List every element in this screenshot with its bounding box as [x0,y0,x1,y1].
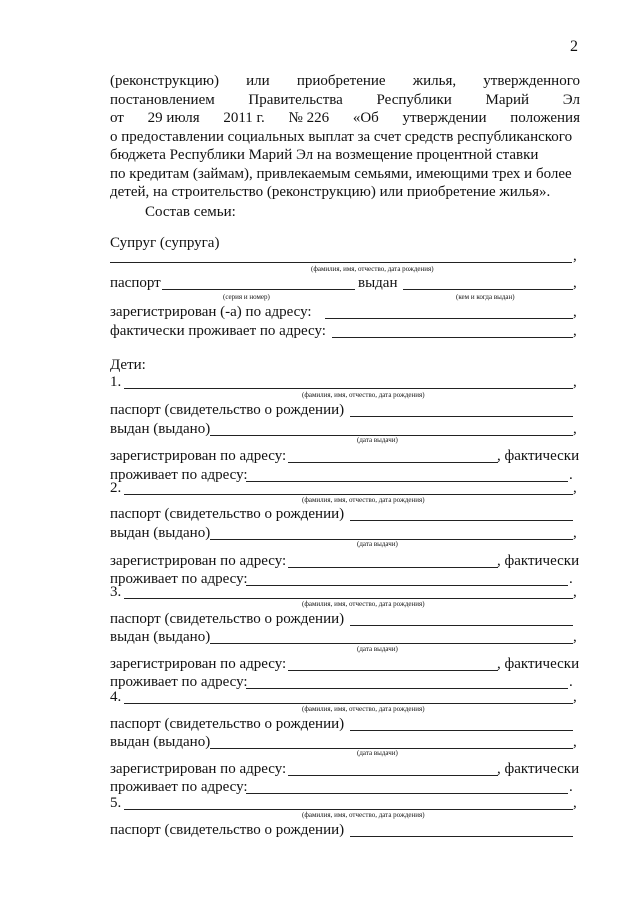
comma: , [573,689,577,705]
child-3-issued-row [110,628,580,648]
period: . [569,467,573,483]
child-4-passport-field[interactable] [350,730,573,731]
series-caption: (серия и номер) [223,293,270,301]
child-5-passport-field[interactable] [350,836,573,837]
word: 29 июля [147,110,200,126]
child-5-name-caption: (фамилия, имя, отчество, дата рождения) [302,811,425,819]
comma: , [573,421,577,437]
actually-label: , фактически [497,656,580,672]
issued-label: выдан [358,275,398,291]
period: . [569,674,573,690]
lives-label: проживает по адресу: [110,674,248,690]
child-4-date-caption: (дата выдачи) [357,749,398,757]
child-3-passport-field[interactable] [350,625,573,626]
child-1-passport-row [110,401,580,421]
child-1-passport-field[interactable] [350,416,573,417]
child-5-name-field[interactable] [124,809,573,810]
word: жилья, [412,73,457,89]
family-heading: Состав семьи: [145,204,236,220]
word: постановлением [110,91,215,108]
child-5-passport-row [110,821,580,841]
comma: , [573,480,577,496]
page-number: 2 [570,38,578,55]
intro-line-4: о предоставлении социальных выплат за счет средств республиканского [110,128,573,145]
comma: , [573,629,577,645]
spouse-issuer-field[interactable] [403,289,573,290]
child-number: 3. [110,584,122,600]
spouse-passport-row [110,274,580,294]
child-1-issued-row [110,420,580,440]
comma: , [573,304,577,320]
child-3-name-field[interactable] [124,598,573,599]
actually-label: , фактически [497,761,580,777]
issued-label: выдан (выдано) [110,629,211,645]
children-heading: Дети: [110,357,146,373]
child-3-registered-row [110,655,580,675]
word: приобретение [296,73,386,89]
word: положения [510,110,580,126]
child-2-name-field[interactable] [124,494,573,495]
spouse-name-field[interactable] [110,262,572,263]
spouse-actual-field[interactable] [332,337,573,338]
child-2-passport-field[interactable] [350,520,573,521]
spouse-registered-row [110,303,580,323]
issued-label: выдан (выдано) [110,734,211,750]
child-1-registered-row [110,447,580,467]
registered-label: зарегистрирован по адресу: [110,448,287,464]
spouse-registered-field[interactable] [325,318,573,319]
lives-label: проживает по адресу: [110,571,248,587]
intro-line-2 [110,91,580,110]
word: от [110,110,124,126]
spouse-actual-row [110,322,580,342]
child-2-passport-row [110,505,580,525]
child-1-date-caption: (дата выдачи) [357,436,398,444]
intro-paragraph [110,72,580,202]
child-3-passport-row [110,610,580,630]
comma: , [573,525,577,541]
comma: , [573,584,577,600]
intro-line-1 [110,72,580,91]
comma: , [573,374,577,390]
spouse-passport-field[interactable] [162,289,355,290]
lives-label: проживает по адресу: [110,467,248,483]
word: утвержденного [483,73,580,89]
intro-line-6: по кредитам (займам), привлекаемым семьями, имеющими трех и более [110,165,572,182]
child-1-name-field[interactable] [124,388,573,389]
intro-line-3 [110,109,580,128]
registered-label: зарегистрирован по адресу: [110,761,287,777]
word: № 226 [288,110,330,126]
word: или [246,73,270,89]
registered-label: зарегистрирован (-а) по адресу: [110,304,312,320]
lives-label: проживает по адресу: [110,779,248,795]
child-4-registered-field[interactable] [288,775,498,776]
comma: , [573,734,577,750]
child-number: 5. [110,795,122,811]
issued-label: выдан (выдано) [110,525,211,541]
registered-label: зарегистрирован по адресу: [110,656,287,672]
child-2-issued-row [110,524,580,544]
child-4-registered-row [110,760,580,780]
comma: , [573,275,577,291]
comma: , [573,795,577,811]
child-number: 2. [110,480,122,496]
issuer-caption: (кем и когда выдан) [456,293,515,301]
word: Эл [562,91,580,108]
child-4-passport-row [110,715,580,735]
word: 2011 г. [223,110,265,126]
word: (реконструкцию) [110,73,219,89]
registered-label: зарегистрирован по адресу: [110,553,287,569]
child-1-name-row [110,373,580,393]
period: . [569,779,573,795]
actual-label: фактически проживает по адресу: [110,323,326,339]
spouse-name-row [110,247,580,267]
passport-label: паспорт (свидетельство о рождении) [110,506,345,522]
spouse-name-caption: (фамилия, имя, отчество, дата рождения) [311,265,434,273]
child-3-date-caption: (дата выдачи) [357,645,398,653]
child-4-name-field[interactable] [124,703,573,704]
passport-label: паспорт (свидетельство о рождении) [110,822,345,838]
child-4-issued-row [110,733,580,753]
intro-line-7: детей, на строительство (реконструкцию) или приобретение жилья». [110,184,551,200]
child-3-name-caption: (фамилия, имя, отчество, дата рождения) [302,600,425,608]
word: утверждении [402,110,487,126]
passport-label: паспорт (свидетельство о рождении) [110,611,345,627]
passport-label: паспорт (свидетельство о рождении) [110,716,345,732]
child-2-registered-row [110,552,580,572]
child-2-date-caption: (дата выдачи) [357,540,398,548]
issued-label: выдан (выдано) [110,421,211,437]
child-1-registered-field[interactable] [288,462,498,463]
actually-label: , фактически [497,553,580,569]
intro-line-5: бюджета Республики Марий Эл на возмещение процентной ставки [110,147,539,163]
child-1-name-caption: (фамилия, имя, отчество, дата рождения) [302,391,425,399]
child-3-issued-field[interactable] [210,643,573,644]
period: . [569,571,573,587]
child-number: 4. [110,689,122,705]
spouse-heading: Супруг (супруга) [110,235,220,251]
word: Правительства [248,91,343,108]
child-3-registered-field[interactable] [288,670,498,671]
word: «Об [352,110,379,126]
child-2-name-caption: (фамилия, имя, отчество, дата рождения) [302,496,425,504]
child-number: 1. [110,374,122,390]
word: Марий [485,91,530,108]
child-4-name-caption: (фамилия, имя, отчество, дата рождения) [302,705,425,713]
actually-label: , фактически [497,448,580,464]
comma: , [573,248,577,264]
word: Республики [376,91,452,108]
passport-label: паспорт (свидетельство о рождении) [110,402,345,418]
passport-label: паспорт [110,275,161,291]
comma: , [573,323,577,339]
child-2-registered-field[interactable] [288,567,498,568]
